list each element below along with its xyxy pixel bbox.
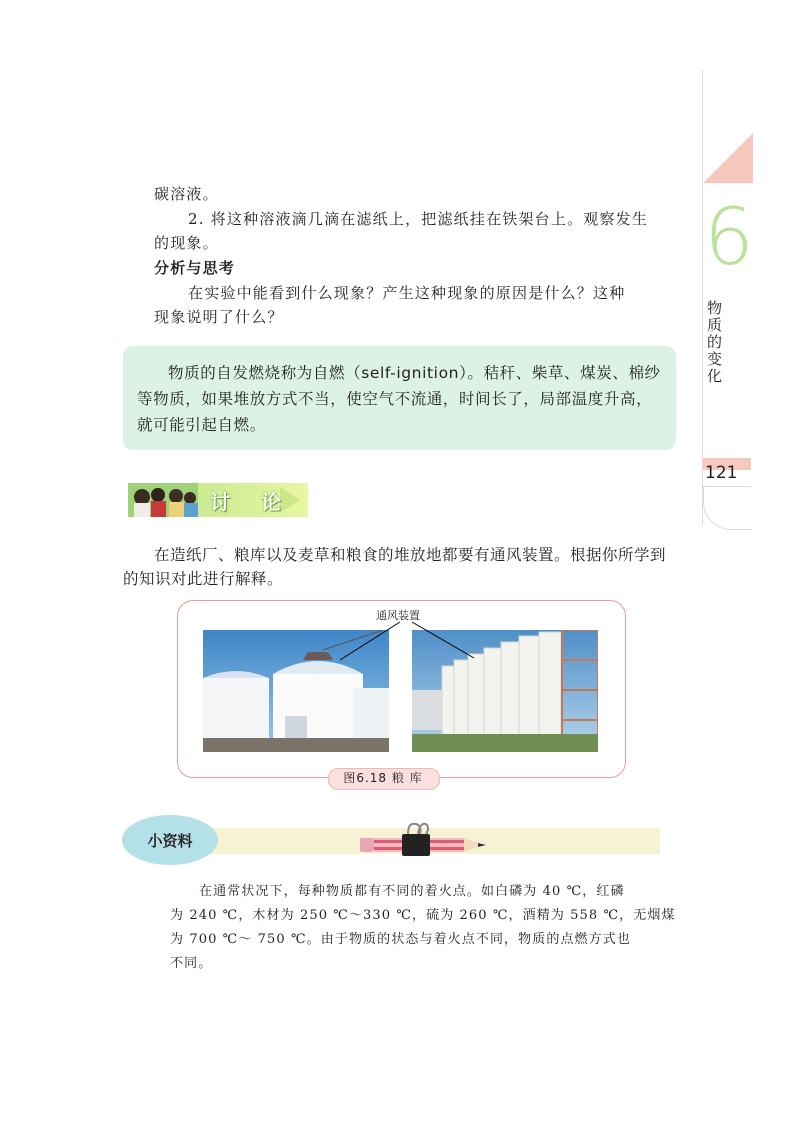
discussion-line1-text: 在造纸厂、粮库以及麦草和粮食的堆放地都要有通风装置。根据你所学到 xyxy=(154,546,667,564)
page-number: 121 xyxy=(705,463,738,483)
figure-callout-label: 通风装置 xyxy=(376,609,420,622)
self-ignition-note: 物质的自发燃烧称为自燃（self-ignition）。秸秆、柴草、煤炭、棉纱等物质，如果堆放方式不当，使空气不流通，时间长了，局部温度升高，就可能引起自燃。 xyxy=(137,364,661,434)
body-line-continued: 碳溶液。 xyxy=(154,185,219,203)
small-info-line2: 为 240 ℃，木材为 250 ℃～330 ℃，硫为 260 ℃，酒精为 558 ℃，无烟煤 xyxy=(170,908,676,923)
side-tab-corner xyxy=(703,487,752,530)
analysis-line2: 现象说明了什么？ xyxy=(154,308,284,326)
pencil-clip-icon xyxy=(358,820,492,860)
discussion-line2: 的知识对此进行解释。 xyxy=(123,570,284,588)
discussion-photo-icon xyxy=(128,483,198,517)
figure-caption: 图6.18 粮 库 xyxy=(343,771,423,785)
callout-lines xyxy=(330,618,480,664)
analysis-line1: 在实验中能看到什么现象？产生这种现象的原因是什么？这种 xyxy=(188,284,626,302)
small-info-line1: 在通常状况下，每种物质都有不同的着火点。如白磷为 40 ℃，红磷 xyxy=(199,884,625,899)
side-tab-triangle xyxy=(703,133,753,183)
chapter-title: 物质的变化 xyxy=(707,299,723,385)
small-info-label: 小资料 xyxy=(147,832,193,850)
step2-line2: 的现象。 xyxy=(154,234,219,252)
discussion-line1 xyxy=(154,542,666,568)
discussion-label: 讨 论 xyxy=(210,490,293,514)
self-ignition-note-box xyxy=(123,346,676,450)
analysis-heading: 分析与思考 xyxy=(154,259,236,277)
step2-line1: 2. 将这种溶液滴几滴在滤纸上，把滤纸挂在铁架台上。观察发生 xyxy=(188,210,649,228)
small-info-line4: 不同。 xyxy=(170,956,213,971)
chapter-number: 6 xyxy=(704,193,754,283)
small-info-line3: 为 700 ℃～ 750 ℃。由于物质的状态与着火点不同，物质的点燃方式也 xyxy=(170,932,631,947)
